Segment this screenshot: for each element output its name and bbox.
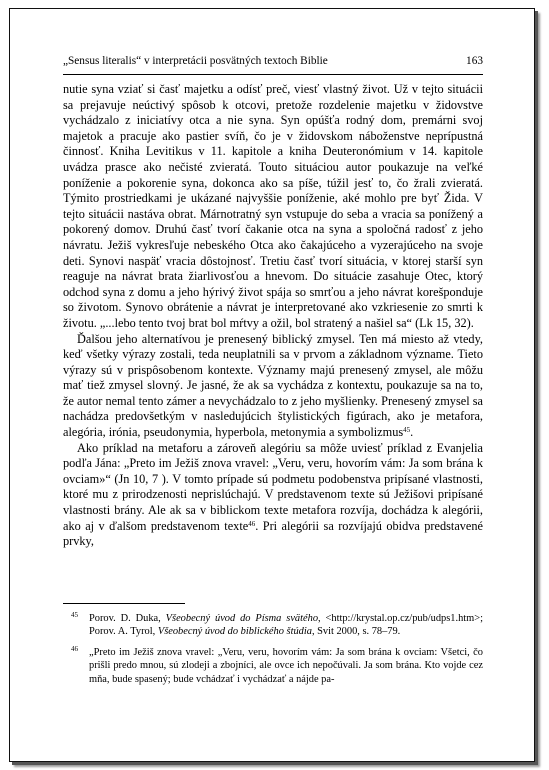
body-text <box>63 82 483 550</box>
footnote-rule <box>63 603 185 604</box>
footnote-number: 45 <box>71 611 78 619</box>
footnote-45 <box>63 612 483 639</box>
header-rule <box>63 74 483 75</box>
paragraph-3-period: . <box>255 518 259 533</box>
footnotes <box>63 612 483 693</box>
footnote-book-title: Všeobecný úvod do biblického štúdia <box>157 626 312 638</box>
paragraph-3-tail: Pri alegórii sa rozvíjajú obidva predstavené prvky, <box>63 518 483 549</box>
footnote-text: „Preto im Ježiš znova vravel: „Veru, veru, hovorím vám: Ja som brána k ovciam: Všetci, čo prišli predo mnou, sú zlodeji a zbojníci, ale ovce ich nepočúvali. Ja som brána. Kto vojde cez mňa, bude spasený; bude vchádzať i vychádzať a nájde pa- <box>89 646 483 685</box>
paragraph-3 <box>63 441 483 550</box>
page-number: 163 <box>466 55 483 67</box>
footnote-number: 46 <box>71 644 78 653</box>
paragraph-1: nutie syna vziať si časť majetku a odísť preč, viesť vlastný život. Už v tejto situácii sa prejavuje neúctivý spôsob k otcovi, pretože rozdelenie majetku v židovstve vychádzalo z iniciatívy otca a nie syna. Syn opúšťa rodný dom, premárni svoj majetok a pracuje ako pastier svíň, čo je v židovskom náboženstve neprípustná činnosť. Kniha Levitikus v 11. kapitole a kniha Deuteronómium v 14. kapitole uvádza prasce ako nečisté zvieratá. Touto situáciou autor poukazuje na veľké poníženie a pokorenie syna, dokonca ako sa píše, túžil jesť to, čo žrali zvieratá. Týmito prostriedkami je ukázané najvyššie poníženie, aké mohlo pre byť Žida. V tejto situácii nastáva obrat. Márnotratný syn vstupuje do seba a vracia sa ponížený a pokorený domov. Druhú časť tvorí čakanie otca na syna a spoločná radosť z jeho návratu. Ježiš vykresľuje nebeského Otca ako čakajúceho a vyzerajúceho na svoje deti. Synovi naspäť vracia dôstojnosť. Tretiu časť tvorí situácia, v ktorej starší syn reaguje na návrat brata žiarlivosťou a hnevom. Do situácie zasahuje Otec, ktorý odchod syna z domu a jeho hýrivý život spája so smrťou a jeho návrat korešponduje so životom. Synovo obrátenie a návrat je interpretované ako vzkriesenie zo smrti k životu. „...lebo tento tvoj brat bol mŕtvy a ožil, bol stratený a našiel sa“ (Lk 15, 32). <box>63 82 483 330</box>
footnote-ref-46[interactable]: 46 <box>248 519 256 528</box>
footnote-text: , Svit 2000, s. 78–79. <box>311 626 401 638</box>
paragraph-2-text: Ďalšou jeho alternatívou je prenesený biblický zmysel. Ten má miesto až vtedy, keď všetky výrazy zostali, teda neuplatnili sa v prvom a základnom význame. Tieto výrazy sú v prispôsobenom kontexte. Významy majú prenesený zmysel, ale môžu mať tiež zmysel slovný. Je jasné, že ak sa vychádza z kontextu, poukazuje sa na to, že autor nemal tento zámer a nevychádzalo to z jeho myšlienky. Prenesený zmysel sa nachádza predovšetkým v nasledujúcich štylistických figúrach, ako je metafora, alegória, irónia, pseudonymia, hyperbola, metonymia a symbolizmus <box>63 331 483 440</box>
footnote-book-title: Všeobecný úvod do Písma svätého <box>165 613 319 624</box>
running-title: „Sensus literalis“ v interpretácii posvätných textoch Biblie <box>63 55 328 67</box>
paragraph-2-period: . <box>410 425 414 440</box>
paragraph-3-text: Ako príklad na metaforu a zároveň alegóriu sa môže uviesť príklad z Evanjelia podľa Jána: „Preto im Ježiš znova vravel: „Veru, veru, hovorím vám: Ja som brána k ovciam»“ (Jn 10, 7 ). V tomto prípade sú podmetu podobenstva pripísané vlastnosti, ktoré mu z prirodzenosti neprislúchajú. V predstavenom texte sú Ježišovi pripísané vlastnosti brány. Ale ak sa v biblickom texte metafora rozvíja, dochádza k alegórii, ako aj v ďalšom predstavenom texte <box>63 440 483 533</box>
footnote-ref-45[interactable]: 45 <box>403 426 411 435</box>
footnote-text: , <http://krystal.op.cz/pub/udps1.htm>; Porov. A. Tyrol, <box>89 613 484 638</box>
footnote-text: Porov. D. Duka, <box>89 613 166 624</box>
footnote-46 <box>63 646 483 686</box>
paragraph-2 <box>63 332 483 441</box>
page-header <box>63 55 483 71</box>
